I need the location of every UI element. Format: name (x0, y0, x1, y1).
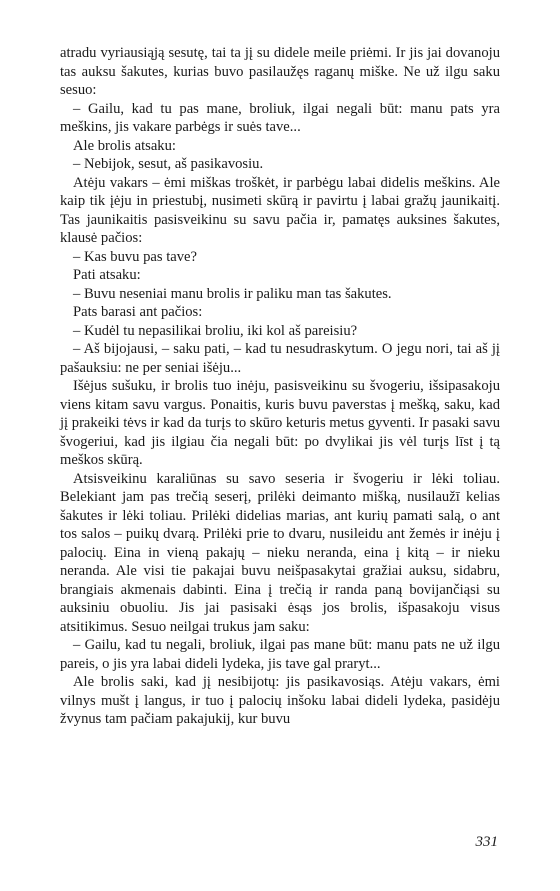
paragraph: atradu vyriausiąją sesutę, tai ta jį su didele meile priėmi. Ir jis jai dovanoju tas auksu šakutes, kurias buvo pasilaužęs raganų miške. Ne už ilgu saku sesuo: (60, 45, 500, 98)
paragraph: Ale brolis saki, kad jį nesibijotų: jis pasikavosiąs. Atėju vakars, ėmi vilnys mušt į langus, ir tuo į palocių inšoku labai dideli lydeka, pasidėju žvynus tam pačiam pakajukij, kur buvu (60, 674, 500, 727)
body-text (60, 44, 500, 729)
page-number: 331 (475, 834, 498, 850)
paragraph: Atsisveikinu karaliūnas su savo seseria ir švogeriu ir lėki toliau. Belekiant jam pas trečią seserį, prilėki deimanto mišką, nusilaužī kelias šakutes ir lėki toliau. Prilėki didelias marias, ant kurių pamati salą, o ant tos salos – puikų dvarą. Prilėki prie to dvaru, nusileidu ant žemės ir inėju į palocių. Eina in vieną pakajų – nieku neranda, eina į kitą – ir nieku neranda. Ale visi tie pakajai buvu neišpasakytai gražiai auksu, sidabru, brangiais akmenais dabinti. Eina į trečią ir randa paną bovijančiąsi su auksiniu obuoliu. Jis jai pasisaki ėsąs jos brolis, išpasakoju visus atsitikimus. Sesuo neilgai trukus jam saku: (60, 470, 500, 635)
paragraph: – Kudėl tu nepasilikai broliu, iki kol aš pareisiu? (73, 322, 358, 339)
paragraph: – Gailu, kad tu pas mane, broliuk, ilgai negali būt: manu pats yra meškins, jis vakare parbėgs ir suės tave... (60, 100, 500, 135)
paragraph: Pats barasi ant pačios: (73, 304, 203, 320)
paragraph: Ale brolis atsaku: (73, 137, 176, 154)
paragraph: – Buvu neseniai manu brolis ir paliku man tas šakutes. (73, 285, 392, 302)
paragraph: – Nebijok, sesut, aš pasikavosiu. (73, 156, 264, 172)
paragraph: – Kas buvu pas tave? (73, 248, 198, 265)
paragraph: Atėju vakars – ėmi miškas troškėt, ir parbėgu labai didelis meškins. Ale kaip tik įėju in priestubį, nusimeti skūrą ir pavirtu į labai gražų jaunikaitį. Tas jaunikaitis pasisveikinu su savu pačia ir, pamatęs auksines šakutes, klausė pačios: (60, 174, 500, 246)
paragraph: – Aš bijojausi, – saku pati, – kad tu nesudraskytum. O jegu nori, tai aš jį pašauksiu: ne per seniai išėju... (60, 341, 500, 376)
paragraph: Išėjus sušuku, ir brolis tuo inėju, pasisveikinu su švogeriu, išsipasakoju viens kitam savu vargus. Ponaitis, kuris buvu paverstas į mešką, saku, kad jį prakeiki tėvs ir kad da turįs to skūro keturis metus gyventi. Ir pasaki savu švogeriui, kad jis ilgiau čia negali būt: po dvylikai jis vėl turįs līst į tą meškos skūrą. (60, 378, 500, 468)
paragraph: – Gailu, kad tu negali, broliuk, ilgai pas mane būt: manu pats ne už ilgu pareis, o jis yra labai dideli lydeka, jis tave gal praryt... (60, 637, 500, 672)
paragraph: Pati atsaku: (73, 267, 141, 283)
